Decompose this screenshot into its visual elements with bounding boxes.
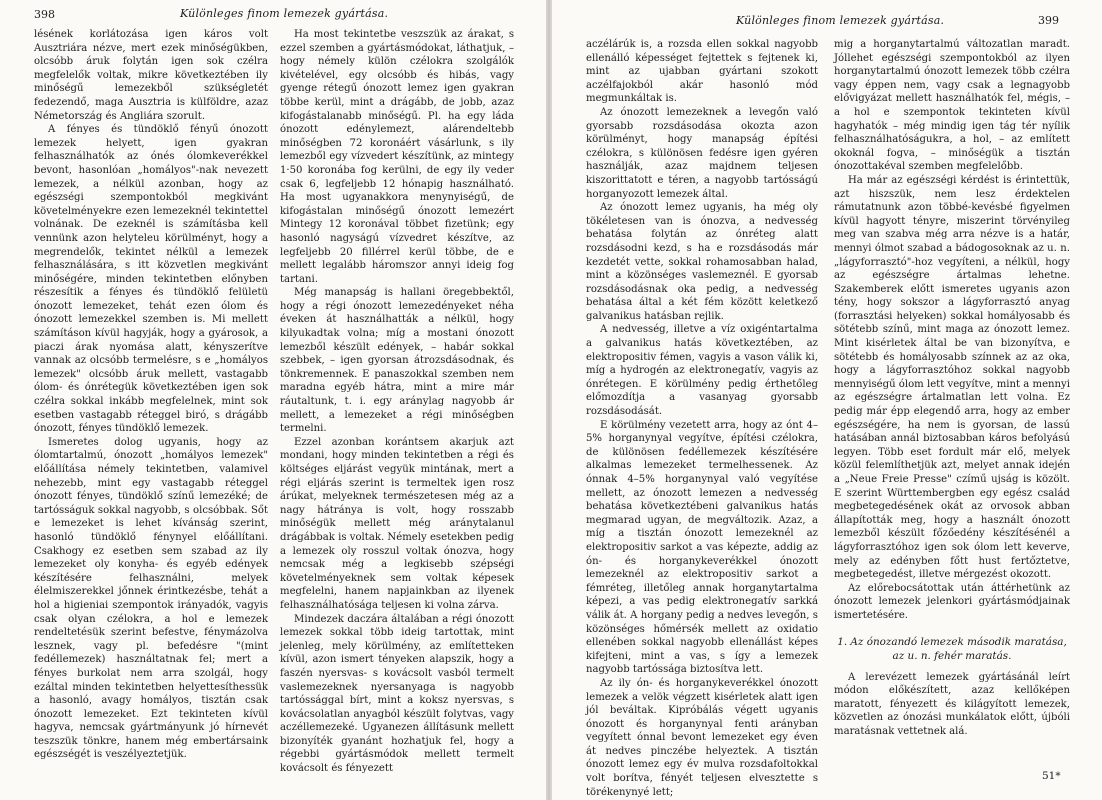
right-column-1 xyxy=(586,38,818,799)
right-running-title: Különleges finom lemezek gyártása. xyxy=(736,14,945,27)
paragraph: lésének korlátozása igen káros volt Ausztriára nézve, mert ezek minőségükben, olcsóbb áruk folytán igen sok czélra megfelelők voltak, mikre következtében ily minőségű lemezekből szükségletét fedezendő, maga Ausztria is külföldre, azaz Németország és Angliára szorult. xyxy=(34,29,268,122)
left-column-2 xyxy=(280,28,514,776)
section-heading: 1. Az ónozandó lemezek második maratása, az u. n. fehér maratás. xyxy=(837,635,1067,662)
left-running-title: Különleges finom lemezek gyártása. xyxy=(180,7,389,20)
paragraph: A lerevézett lemezek gyártásánál leírt módon előkészített, azaz kellőképen maratott, fényezett és kilágyított lemezek, közvetlen az ónozási munkálatok előtt, újbóli maratásnak vettetnek alá. xyxy=(834,671,1070,737)
right-column-2 xyxy=(834,38,1070,739)
paragraph: Az ily ón- és horganykeverékkel ónozott lemezek a velök végzett kisérletek alatt igen jól beváltak. Kipróbálás végett ugyanis ónozott és horganynyal fenti arányban vegyített ónnal bevont lemezeket egy éven át nedves pinczébe helyeztek. A tisztán ónozott lemez egy év mulva rozsdafoltokkal volt borítva, fényét teljesen elvesztette s törékenynyé lett; xyxy=(586,677,818,798)
left-page-number: 398 xyxy=(34,8,55,21)
right-page-number: 399 xyxy=(1038,14,1059,27)
paragraph: Az ónozott lemezeknek a levegőn való gyorsabb rozsdásodása okozta azon körülményt, hogy manapság építési czélokra, s különösen fedésre igen gyéren használják, azaz majdnem teljesen kiszorittatott e téren, a nagyobb tartósságú horganyozott lemezek által. xyxy=(586,106,818,200)
paragraph: Mindezek daczára általában a régi ónozott lemezek sokkal több ideig tartottak, mint jelenleg, mely körülmény, az említetteken kívül, azon ismert tényeken alapszik, hogy a faszén nyersvas- s kovácsolt vasból termelt vaslemezeknek nyersanyaga is nagyobb tartóssággal bírt, mint a koksz nyersvas, s kovácsolatlan anyagból készült folytvas, vagy aczéllemezeké. Ugyanezen állításunk mellett bizonyíték gyanánt hozhatjuk fel, hogy a régebbi gyártásmódok mellett termelt kovácsolt és fényezett xyxy=(280,613,514,775)
paragraph: A nedvesség, illetve a víz oxigéntartalma a galvanikus hatás következtében, az elektropositiv fémen, vagyis a vason válik ki, míg a hydrogén az elektronegatív, vagyis az ónrétegen. E körülmény pedig érthetőleg előmozdítja a vasanyag gyorsabb rozsdásodását. xyxy=(586,324,818,418)
paragraph: aczélárúk is, a rozsda ellen sokkal nagyobb ellenálló képességet fejtettek s fejtenek ki, mint az ujabban gyártani szokott aczélfajokból akár hasonló mód megmunkáltak is. xyxy=(586,39,818,105)
paragraph: Ha most tekintetbe veszszük az árakat, s ezzel szemben a gyártásmódokat, láthatjuk, – hogy némely külön czélokra szolgálók kivételével, egy olcsóbb és hibás, vagy gyenge rétegű ónozott lemez igen gyakran többe kerül, mint a drágább, de jobb, azaz kifogástalanabb minőségű. Pl. ha egy láda ónozott edénylemezt, alárendeltebb minőségben 72 koronáért vásárlunk, s ily lemezből egy vízvedert készítünk, az mintegy 1·50 koronába fog kerülni, de egy ily veder csak 6, legfeljebb 12 hónapig használható. Ha most ugyanakkora menynyiségű, de kifogástalan minőségű ónozott lemezért Mintegy 12 koronával többet fizetünk; egy hasonló nagyságú vízvedret készítve, az legfeljebb 20 fillérrel kerül többe, de e mellett legalább háromszor annyi ideig fog tartani. xyxy=(280,29,514,285)
paragraph: Ha már az egészségi kérdést is érintettük, azt hiszszük, nem lesz érdektelen rámutatnunk azon többé-kevésbé figyelmen kívül hagyott tényre, miszerint törvényileg meg van szabva még arra nézve is a határ, mennyi ólmot szabad a bádogosoknak az u. n. „lágyforrasztó"-hoz vegyíteni, a nélkül, hogy az egészségre ártalmas lehetne. Szakemberek előtt ismeretes ugyanis azon tény, hogy sokszor a lágyforrasztó anyag (forrasztási helyeken) sokkal homályosabb és sötétebb színű, mint maga az ónozott lemez. Mint kisérletek által be van bizonyítva, e sötétebb és homályosabb színnek az az oka, hogy a lágyforrasztóhoz sokkal nagyobb mennyiségű ólom lett vegyítve, mint a mennyi az egészségre ártalmatlan lett volna. Ez pedig már épp elegendő arra, hogy az ember egészségére, ha nem is gyorsan, de lassú hatásában annál biztosabban káros befolyású legyen. Több eset fordult már elő, melyek közül felemlíthetjük azt, melyet annak idején a „Neue Freie Presse" czímű ujság is közölt. E szerint Württembergben egy egész család megbetegedésének okát az orvosok abban állapították meg, hogy a használt ónozott lemezből készült főzőedény készítésénél a lágyforrasztóhoz igen sok ólom lett keverve, mely az edényben főtt hust fertőztetve, megbetegedést, illetve mérgezést okozott. xyxy=(834,174,1070,581)
left-column-1 xyxy=(34,28,268,762)
paragraph: E körülmény vezetett arra, hogy az ónt 4–5% horganynyal vegyítve, építési czélokra, de különösen fedéllemezek készítésére alkalmas lemezeket termelhessenek. Az ónnak 4–5% horganynyal való vegyítése mellett, az ónozott lemezen a nedvesség behatása következtébeni galvanikus hatás megmarad ugyan, de megváltozik. Azaz, a míg a tisztán ónozott lemezeknél az elektropositiv sarkot a vas képezte, addig az ón- és horganykeverékkel ónozott lemezeknél az elektropositiv sarkot a fémréteg, illetőleg annak horganytartalma képezi, a vas pedig elektronegatív sarkká válik át. A horgany pedig a nedves levegőn, s közönséges hőmérsék mellett az oxidatio ellenében sokkal nagyobb ellenállást képes kifejteni, mint a vas, s így a lemezek nagyobb tartóssága biztosítva lett. xyxy=(586,419,818,676)
signature-mark: 51* xyxy=(1042,770,1061,782)
paragraph: Ezzel azonban korántsem akarjuk azt mondani, hogy minden tekintetben a régi és költséges eljárást vegyük mintának, mert a régi eljárás szerint is termeltek igen rosz árúkat, melyeknek természetesen még az a nagy hátránya is volt, hogy rosszabb minőségük mellett még aránytalanul drágábbak is voltak. Némely esetekben pedig a lemezek oly rosszul voltak ónozva, hogy nemcsak még a legkisebb szépségi követelményeknek sem voltak képesek megfelelni, hanem napjainkban az ilyenek felhasználhatósága teljesen ki volna zárva. xyxy=(280,436,514,611)
left-page xyxy=(0,0,546,800)
paragraph: mig a horganytartalmú változatlan maradt. Jóllehet egészségi szempontokból az ilyen horganytartalmú ónozott lemezek több czélra vagy éppen nem, vagy csak a legnagyobb elővigyázat mellett használhatók fel, mégis, – a hol e szempontok tekinteten kívül hagyhatók – még mindig igen tág tér nyílik felhasználhatóságukra, a hol, – az említett okoknál fogva, – minőségük a tisztán ónozottakéval szemben megfelelőbb. xyxy=(834,39,1070,173)
right-page xyxy=(552,0,1102,800)
paragraph: A fényes és tündöklő fényű ónozott lemezek helyett, igen gyakran felhasználhatók az ónés ólomkeverékkel bevont, hasonlóan „homályos"-nak nevezett lemezek, a nélkül azonban, hogy az egészségi szempontokból megkivánt követelményekre ezen lemezeknél tekintettel volnának. De ezeknél is számításba kell vennünk azon helyteleu körülményt, hogy a megrendelők, tekintet nélkül a lemezek felhasználására, s itt közvetlen megkivánt minőségére, minden tekintetben előnyben részesítik a fényes és tündöklő felületü ónozott lemezeket, tehát ezen ólom és ónozott lemezekkel szemben is. Mi mellett számításon kívül hagyják, hogy a gyárosok, a piaczi árak nyomása alatt, kényszerítve vannak az olcsóbb termelésre, s e „homályos lemezek" olcsóbb áruk mellett, vastagabb ólom- és ónrétegük következtében igen sok czélra sokkal inkább megfelelnek, mint sok esetben vastagabb réteggel biró, s drágább ónozott, fényes tündöklő lemezek. xyxy=(34,124,268,435)
paragraph: Még manapság is hallani öregebbektől, hogy a régi ónozott lemezedényeket néha éveken át használhatták a nélkül, hogy kilyukadtak volna; míg a mostani ónozott lemezből készült edények, – habár sokkal szebbek, – igen gyorsan átrozsdásodnak, és tönkremennek. E panaszokkal szemben nem maradna egyéb hátra, mint a mire már ráutaltunk, t. i. egy aránylag nagyobb ár mellett, a lemezeket a régi minőségben termelni. xyxy=(280,287,514,435)
paragraph: Az előrebocsátottak után áttérhetünk az ónozott lemezek jelenkori gyártásmódjainak ismertetésére. xyxy=(834,582,1070,621)
paragraph: Ismeretes dolog ugyanis, hogy az ólomtartalmú, ónozott „homályos lemezek" előállítása némely tekintetben, valamivel nehezebb, mint egy vastagabb réteggel ónozott fényes, tündöklő színű lemezéké; de tartósságuk sokkal nagyobb, s olcsóbbak. Sőt e lemezeket is lehet kívánság szerint, hasonló tündöklő fénynyel előállítani. Csakhogy ez esetben sem szabad az ily lemezeket oly konyha- és egyéb edények készítésére felhasználni, melyek élelmiszerekkel jőnnek érintkezésbe, tehát a hol a higieniai szempontok irányadók, vagyis csak olyan czélokra, a hol e lemezek rendeltetésük szerint befestve, fénymázolva lesznek, vagy pl. befedésre "(mint fedéllemezek) használtatnak fel; mert a fényes burkolat nem arra szolgál, hogy ezáltal minden tekintetben helyettesíthessük a hasonló, avagy homályos, tisztán csak ónozott lemezeket. Ezt tekinteten kívül hagyva, nemcsak gyártmányunk jó hírnevét teszszük tönkre, hanem még embertársaink egészségét is veszélyeztetjük. xyxy=(34,436,268,761)
paragraph: Az ónozott lemez ugyanis, ha még oly tökéletesen van is ónozva, a nedvesség behatása folytán az ónréteg alatt rozsdásodni kezd, s ha e rozsdásodás már kezdetét vette, sokkal rohamosabban halad, mint a közönséges vaslemeznél. E gyorsab rozsdásodásnak oka pedig, a nedvesség behatása által a két fém között keletkező galvanikus hatásban rejlik. xyxy=(586,202,818,322)
